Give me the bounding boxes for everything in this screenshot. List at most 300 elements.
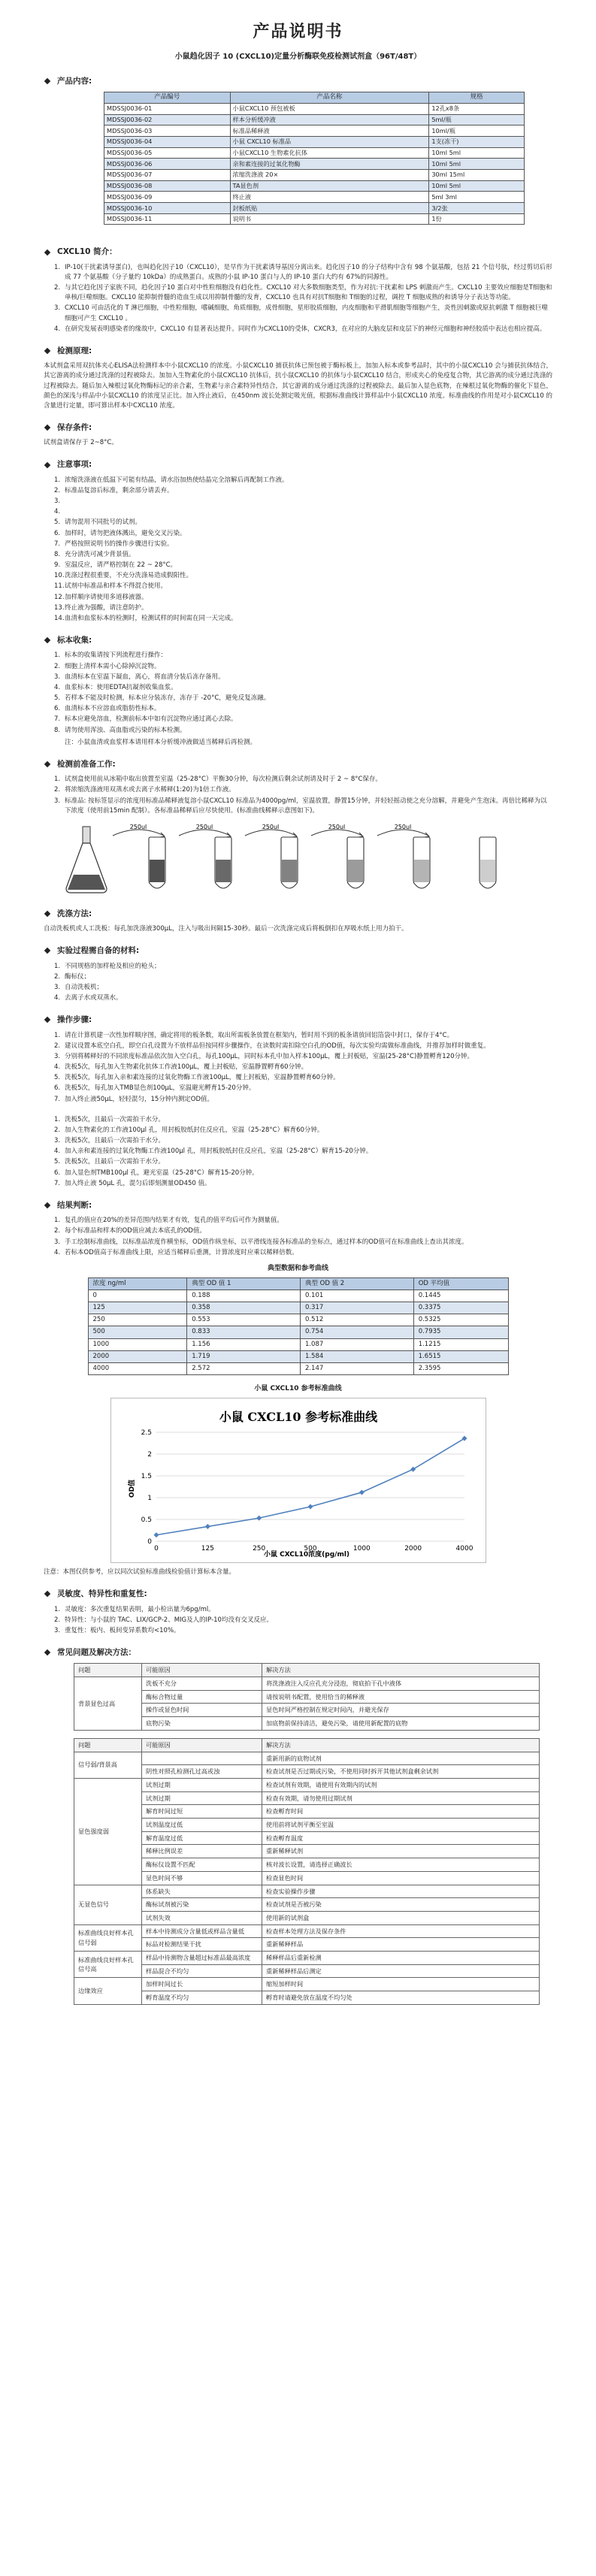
table-cell: 重新稀释样品后测定 <box>262 1964 540 1978</box>
table-cell: 试剂过期 <box>142 1791 262 1805</box>
list-text: 洗板5次，且最后一次需拍干水分。 <box>65 1115 165 1123</box>
table-cell: 1.584 <box>300 1350 413 1362</box>
table-cell: 孵育时请避免放在温度不均匀处 <box>262 1991 540 2005</box>
table-cell: 试剂过期 <box>142 1778 262 1791</box>
table-row <box>74 1911 540 1924</box>
x-tick-label: 125 <box>201 1545 214 1553</box>
table-cell: 显色时间严格控制在规定时间内，并避光保存 <box>262 1704 540 1717</box>
list-number: 5. <box>54 1158 61 1166</box>
table-cell: 0.188 <box>187 1290 301 1302</box>
list-number: 1. <box>54 1605 61 1613</box>
list-item <box>54 561 552 570</box>
list-item <box>54 694 552 703</box>
table-cell: 10ml/瓶 <box>429 125 525 137</box>
table-cell: 酶标合物过量 <box>142 1690 262 1704</box>
table-cell: 检查孵育时间 <box>262 1805 540 1819</box>
bullet-icon <box>44 948 50 954</box>
list-item <box>54 962 552 972</box>
list-text: 血清标本不应溶血或脂肪性标本。 <box>65 705 161 713</box>
list-number: 2. <box>54 972 61 981</box>
list-number: 1. <box>54 652 61 660</box>
table-cell: MDSSJ0036-07 <box>104 169 231 180</box>
contents-header: 产品名称 <box>230 92 429 103</box>
table-cell: 1份 <box>429 213 525 225</box>
section-notes: 注意事项: <box>44 458 552 470</box>
contents-table <box>104 92 525 225</box>
list-number: 6. <box>54 1169 61 1177</box>
list-item <box>54 683 552 693</box>
table-cell: 样品混合不均匀 <box>142 1964 262 1978</box>
table-row <box>88 1290 508 1302</box>
table-cell: 重新用新的底物试剂 <box>262 1752 540 1765</box>
list-number: 3. <box>54 673 61 681</box>
std-header: 浓度 ng/ml <box>88 1277 187 1290</box>
list-item <box>54 785 552 795</box>
list-text: 自动洗板机； <box>65 983 104 991</box>
table-cell: 1支(冻干) <box>429 136 525 147</box>
x-tick-label: 0 <box>153 1545 159 1553</box>
list-number: 5. <box>54 694 61 703</box>
data-point <box>359 1490 364 1495</box>
prep-list <box>54 775 552 816</box>
list-number: 1. <box>54 1115 61 1123</box>
x-tick-label: 500 <box>303 1545 317 1553</box>
table-cell: 稀释样品后重新检测 <box>262 1952 540 1965</box>
section-storage: 保存条件: <box>44 422 552 434</box>
dilution-label: 250ul <box>129 823 147 830</box>
table-cell: 将洗涤液注入反应孔充分浸泡，彻底拍干孔中液体 <box>262 1677 540 1691</box>
table-cell: 检查试剂有效期，请使用有效期内的试剂 <box>262 1778 540 1791</box>
bullet-icon <box>44 1017 50 1023</box>
list-text <box>65 497 552 506</box>
list-item <box>54 507 552 517</box>
list-text: 加入终止液 50μL 孔，混匀后即刻测量OD450 值。 <box>65 1179 211 1187</box>
table-cell: 样本中待测成分含量低或样品含量低 <box>142 1924 262 1938</box>
list-text: 试剂中标准品和样本不得混合使用。 <box>65 582 168 591</box>
contents-header: 产品编号 <box>104 92 231 103</box>
list-number: 3. <box>54 497 61 506</box>
bullet-icon <box>44 1591 50 1597</box>
table-cell: TA显色剂 <box>230 180 429 192</box>
list-item <box>54 486 552 496</box>
table-row <box>74 1805 540 1819</box>
table-row <box>104 180 525 192</box>
list-item <box>54 1226 552 1236</box>
table-cell: 使用新的试剂盒 <box>262 1911 540 1924</box>
dilution-diagram <box>44 822 552 897</box>
table-cell: 小鼠CXCL10 预包被板 <box>230 103 429 114</box>
table-row <box>104 114 525 125</box>
list-text: 终止液为强酸，请注意防护。 <box>65 603 148 612</box>
table-cell: 0.317 <box>300 1302 413 1314</box>
table-cell: 5ml 3ml <box>429 192 525 203</box>
list-text: IP-10(干扰素诱导蛋白)，也叫趋化因子10（CXCL10），是早作为干扰素诱导基因分离出来。趋化因子10 的分子结构中含有 98 个氨基酸，包括 21 个信号肽，经过剪切后形成 77 个氨基酸（分子量约 10kDa）的成熟蛋白。成熟的小鼠 IP-10 蛋白与人的 IP-10 蛋白大约有 67%的同源性。 <box>65 263 552 281</box>
self-prep-list <box>54 962 552 1004</box>
table-cell: MDSSJ0036-01 <box>104 103 231 114</box>
list-text: 加入生物素化的工作液100μl 孔，用封板胶纸封住反应孔，室温（25-28°C）解育60分钟。 <box>65 1126 324 1134</box>
contents-header: 规格 <box>429 92 525 103</box>
table-row <box>74 1752 540 1765</box>
list-item <box>54 325 552 334</box>
table-cell: 样本分析缓冲液 <box>230 114 429 125</box>
list-item <box>54 1031 552 1041</box>
list-number: 7. <box>54 540 61 548</box>
list-text: 洗板5次，且最后一次需拍干水分。 <box>65 1137 165 1145</box>
bullet-icon <box>44 249 50 255</box>
list-number: 4. <box>54 1147 61 1156</box>
list-number: 14. <box>54 614 65 622</box>
faq-header: 可能原因 <box>142 1738 262 1752</box>
table-row <box>104 203 525 214</box>
table-cell: 亲和素连接的过氧化物酶 <box>230 159 429 170</box>
table-cell: 重新稀释样品 <box>262 1938 540 1952</box>
table-row <box>74 1690 540 1704</box>
list-number: 2. <box>54 1126 61 1134</box>
table-row <box>88 1338 508 1350</box>
list-number: 2. <box>54 1616 61 1624</box>
faq-table-a <box>74 1663 540 1731</box>
transfer-arrow <box>245 824 297 837</box>
list-item <box>54 1616 552 1625</box>
list-item <box>54 1147 552 1156</box>
table-row <box>74 1964 540 1978</box>
list-item <box>54 540 552 549</box>
table-row <box>104 103 525 114</box>
list-text: 洗板5次，每孔加入生物素化抗体工作液100μL，覆上封板贴，室温静置孵育60分钟。 <box>65 1063 308 1072</box>
faq-header: 问题 <box>74 1664 142 1677</box>
list-item <box>54 582 552 591</box>
list-text: 灵敏度：多次重复结果表明，最小检出量为6pg/ml。 <box>65 1605 215 1613</box>
table-cell: 终止液 <box>230 192 429 203</box>
table-cell: MDSSJ0036-06 <box>104 159 231 170</box>
bullet-icon <box>44 348 50 354</box>
table-cell: 重新稀释试剂 <box>262 1845 540 1858</box>
list-text: 加样顺序请使用多道移液器。 <box>65 593 148 601</box>
page-title: 产品说明书 <box>253 23 343 41</box>
table-cell: MDSSJ0036-10 <box>104 203 231 214</box>
list-text: 每个标准品和样本的OD值应减去本底孔的OD值。 <box>65 1227 206 1235</box>
list-number: 4. <box>54 325 61 333</box>
table-cell: 2.3595 <box>413 1362 508 1374</box>
list-item <box>54 1063 552 1072</box>
table-cell: 缩短加样时间 <box>262 1978 540 1991</box>
table-cell: 2.147 <box>300 1362 413 1374</box>
principle-text: 本试剂盒采用双抗体夹心ELISA法检测样本中小鼠CXCL10 的浓度。小鼠CXCL10 捕获抗体已预包被于酶标板上，加加入标本或参考品时，其中的小鼠CXCL10 会与捕获抗体结合，其它游离的成分通过洗涤的过程被除去。加加入生物素化的小鼠CXCL10 抗体后，抗小鼠CXCL10 的抗体与小鼠CXCL10 结合，形成夹心的免疫复合物，其它游离的成分通过洗涤的过程被除去。随后加入辣根过氧化物酶标记的亲合素，生物素与亲合素特异性结合，其它游离的成分通过洗涤的过程被除去。最后加入显色底物，在辣根过氧化物酶的催化下显色，颜色的深浅与样品中小鼠CXCL10 的浓度呈正比。加入终止液后，在450nm 波长处测定吸光值，根据标准曲线计算样品中小鼠CXCL10 浓度。标准曲线的作用是对小鼠CXCL10 的含量进行定量，即可算出样本中CXCL10 浓度。 <box>44 362 552 410</box>
table-row <box>74 1831 540 1845</box>
table-row <box>74 1885 540 1898</box>
data-point <box>153 1532 159 1537</box>
table-cell: 封板纸贴 <box>230 203 429 214</box>
list-number: 6. <box>54 705 61 713</box>
dilution-tube <box>215 837 231 888</box>
list-text: 标准品复溶后标准，剩余部分请丢弃。 <box>65 486 174 494</box>
list-item <box>54 972 552 982</box>
table-cell: 显色时间不够 <box>142 1871 262 1885</box>
std-table-title: 典型数据和参考曲线 <box>267 1264 328 1272</box>
chart-xlabel: 小鼠 CXCL10浓度(pg/ml) <box>263 1551 349 1559</box>
table-row <box>74 1791 540 1805</box>
table-row <box>104 136 525 147</box>
table-row <box>88 1326 508 1338</box>
list-item <box>54 1052 552 1062</box>
faq-problem: 无显色信号 <box>74 1885 142 1924</box>
list-item <box>54 1126 552 1135</box>
y-tick-label: 2.5 <box>141 1429 152 1438</box>
list-text: 特异性：与小鼠的 TAC、LIX/GCP-2、MIG及人的IP-10均没有交叉反应。 <box>65 1616 273 1624</box>
list-number: 2. <box>54 284 61 292</box>
section-principle: 检测原理: <box>44 345 552 357</box>
x-tick-label: 250 <box>252 1545 265 1553</box>
list-item <box>54 983 552 993</box>
list-number: 3. <box>54 304 61 313</box>
table-cell: 1.719 <box>187 1350 301 1362</box>
faq-header: 解决方法 <box>262 1738 540 1752</box>
standard-curve-chart <box>110 1398 486 1563</box>
dilution-svg <box>44 822 552 897</box>
chart-svg <box>111 1398 486 1562</box>
table-cell: 250 <box>88 1314 187 1326</box>
list-text: 血清和血浆标本的检测时，检测试样的时间需在同一天完成。 <box>65 614 237 622</box>
list-item <box>54 1248 552 1258</box>
list-item <box>54 726 552 736</box>
list-text: 重复性：板内、板间变异系数均<10%。 <box>65 1626 180 1634</box>
table-cell: 5ml/瓶 <box>429 114 525 125</box>
table-row <box>104 159 525 170</box>
table-cell: 检查有效期，请勿使用过期试剂 <box>262 1791 540 1805</box>
list-number: 3. <box>54 1137 61 1145</box>
list-number: 6. <box>54 1084 61 1093</box>
list-item <box>54 1157 552 1167</box>
table-cell: 0.833 <box>187 1326 301 1338</box>
list-item <box>54 1179 552 1189</box>
table-row <box>74 1952 540 1965</box>
stock-flask <box>66 827 107 893</box>
table-row <box>104 125 525 137</box>
bullet-icon <box>44 1202 50 1208</box>
table-row <box>74 1991 540 2005</box>
table-cell: 0.553 <box>187 1314 301 1326</box>
list-number: 3. <box>54 1052 61 1060</box>
list-text: 请勿使用浑浊、高血脂或污染的标本检测。 <box>65 726 186 734</box>
list-item <box>54 1169 552 1178</box>
list-number: 10. <box>54 572 65 580</box>
table-cell: 试剂温度过低 <box>142 1819 262 1832</box>
table-cell: 1.156 <box>187 1338 301 1350</box>
series-line <box>156 1438 464 1534</box>
table-cell: 样品中待测物含量超过标准品最高浓度 <box>142 1952 262 1965</box>
list-item <box>54 550 552 560</box>
list-number: 8. <box>54 550 61 558</box>
faq-header: 问题 <box>74 1738 142 1752</box>
table-row <box>88 1362 508 1374</box>
table-cell: 酶标试剂被污染 <box>142 1898 262 1912</box>
list-number: 8. <box>54 726 61 734</box>
faq-header: 可能原因 <box>142 1664 262 1677</box>
table-row <box>74 1858 540 1872</box>
section-sensitivity: 灵敏度、特异性和重复性: <box>44 1588 552 1600</box>
list-text: 不同规格的加样枪及相应的枪头； <box>65 962 161 970</box>
wash-text: 自动洗板机或人工洗板：每孔加洗涤液300μL，注入与吸出间隔15-30秒。最后一次洗涤完成后将板倒扣在厚吸水纸上用力拍干。 <box>44 925 408 933</box>
list-text: 加入显色剂TMB100μl 孔，避光室温（25-28°C）解育15-20分钟。 <box>65 1169 259 1177</box>
intro-list <box>54 263 552 334</box>
table-row <box>74 1717 540 1731</box>
list-text: 充分清洗可减少背景值。 <box>65 550 135 558</box>
table-cell: 1.1215 <box>413 1338 508 1350</box>
y-tick-label: 1.5 <box>141 1473 152 1481</box>
list-text: 请勿混用不同批号的试剂。 <box>65 519 142 527</box>
std-header: 典型 OD 值 1 <box>187 1277 301 1290</box>
table-cell: 检查试剂是否过期或污染，不使用同时拆开其他试剂盒剩余试剂 <box>262 1765 540 1779</box>
list-number: 2. <box>54 486 61 494</box>
list-number: 4. <box>54 683 61 691</box>
table-row <box>74 1677 540 1691</box>
bullet-icon <box>44 461 50 467</box>
list-item <box>54 263 552 283</box>
table-cell: 0 <box>88 1290 187 1302</box>
table-cell: MDSSJ0036-03 <box>104 125 231 137</box>
data-point <box>410 1467 416 1472</box>
table-row <box>104 192 525 203</box>
table-cell: MDSSJ0036-11 <box>104 213 231 225</box>
list-item <box>54 614 552 624</box>
table-cell: 检查实验操作步骤 <box>262 1885 540 1898</box>
table-cell: 12孔x8条 <box>429 103 525 114</box>
samples-list <box>54 651 552 735</box>
list-number: 5. <box>54 519 61 527</box>
std-header: 典型 OD 值 2 <box>300 1277 413 1290</box>
list-item <box>54 529 552 539</box>
list-item <box>54 1216 552 1226</box>
table-cell: 标准品稀释液 <box>230 125 429 137</box>
data-point <box>256 1516 262 1521</box>
list-number: 9. <box>54 561 61 570</box>
dilution-label: 250ul <box>262 823 280 830</box>
list-text: 去离子水或双蒸水。 <box>65 994 123 1002</box>
list-item <box>54 1042 552 1051</box>
list-text: 加入亲和素连接的过氧化物酶工作液100μl 孔，用封板胶纸封住反应孔，室温（25-28°C）解育15-20分钟。 <box>65 1147 373 1156</box>
list-number: 1. <box>54 1217 61 1225</box>
table-cell: MDSSJ0036-09 <box>104 192 231 203</box>
results-list <box>54 1216 552 1258</box>
list-number: 3. <box>54 983 61 991</box>
list-item <box>54 304 552 323</box>
list-text: 建议设置本底空白孔，即空白孔设置为不放样品但按同样步骤操作，在读数时需扣除空白孔的OD值，每次实验均需做标准曲线，并推荐加样时做重复。 <box>65 1042 490 1050</box>
table-cell: 请按说明书配置，使用恰当的稀释液 <box>262 1690 540 1704</box>
list-text: 严格按照说明书的操作步骤进行实验。 <box>65 540 174 548</box>
y-tick-label: 0.5 <box>141 1516 152 1525</box>
faq-problem: 显色强度弱 <box>74 1778 142 1885</box>
storage-text: 试剂盒请保存于 2~8°C。 <box>44 439 118 447</box>
faq-table-b <box>74 1738 540 2005</box>
table-cell: 操作或显色时间 <box>142 1704 262 1717</box>
transfer-arrow <box>377 824 429 837</box>
samples-note: 注：小鼠血清或血浆样本请用样本分析缓冲液做适当稀释后再检测。 <box>65 738 257 746</box>
table-cell: 0.3375 <box>413 1302 508 1314</box>
list-number: 3. <box>54 1238 61 1246</box>
standard-table <box>88 1277 509 1375</box>
table-row <box>74 1898 540 1912</box>
std-header: OD 平均值 <box>413 1277 508 1290</box>
list-item <box>54 704 552 714</box>
list-number: 1. <box>54 776 61 784</box>
faq-problem: 标准曲线良好样本孔信号高 <box>74 1952 142 1978</box>
list-item <box>54 1084 552 1093</box>
list-number: 1. <box>54 962 61 970</box>
chart-caption: 小鼠 CXCL10 参考标准曲线 <box>254 1385 342 1393</box>
list-text: 请在计算机建一次性加样顺序图，确定将用的板条数，取出所需板条放置在框架内，暂时用不到的板条请放回铝箔袋中封口，保存于4°C。 <box>65 1031 454 1039</box>
bullet-icon <box>44 1649 50 1655</box>
table-row <box>88 1314 508 1326</box>
section-faq: 常见问题及解决方法： <box>44 1646 552 1658</box>
table-row <box>104 169 525 180</box>
list-item <box>54 283 552 303</box>
table-row <box>74 1978 540 1991</box>
chart-ylabel: OD值 <box>128 1480 136 1498</box>
list-text: 若标本OD值高于标准曲线上限，应适当稀释后重测，计算浓度时应乘以稀释倍数。 <box>65 1248 298 1256</box>
table-cell: 加样时间过长 <box>142 1978 262 1991</box>
list-number: 2. <box>54 1227 61 1235</box>
table-cell: 0.1445 <box>413 1290 508 1302</box>
steps-tail-list <box>54 1115 552 1189</box>
data-point <box>307 1504 313 1510</box>
list-number: 13. <box>54 603 65 612</box>
dilution-tube <box>149 837 165 888</box>
table-cell: 检查试剂是否被污染 <box>262 1898 540 1912</box>
list-number: 7. <box>54 1095 61 1103</box>
section-steps: 操作步骤: <box>44 1014 552 1026</box>
x-tick-label: 1000 <box>352 1545 371 1553</box>
transfer-arrow <box>113 824 165 837</box>
list-text: 标本应避免溶血，检测前标本中如有沉淀物应通过离心去除。 <box>65 715 237 724</box>
table-cell: 0.754 <box>300 1326 413 1338</box>
list-number: 2. <box>54 1042 61 1050</box>
dilution-tube <box>413 837 430 888</box>
list-text: 若样本不能及时检测，标本应分装冻存，冻存于 -20°C，避免反复冻融。 <box>65 694 271 703</box>
table-row <box>104 147 525 159</box>
list-text: 血浆标本：使用EDTA抗凝剂收集血浆。 <box>65 683 177 691</box>
list-item <box>54 1238 552 1247</box>
dilution-tube <box>480 837 496 888</box>
faq-problem: 标准曲线良好样本孔信号弱 <box>74 1924 142 1951</box>
faq-problem: 边缘效应 <box>74 1978 142 2004</box>
chart-note: 注意：本图仅供参考，应以同次试验标准曲线检验值计算标本含量。 <box>44 1568 236 1577</box>
faq-header: 解决方法 <box>262 1664 540 1677</box>
table-cell: 0.512 <box>300 1314 413 1326</box>
list-text: 浓缩洗涤液在低温下可能有结晶，请水浴加热使结晶完全溶解后再配制工作液。 <box>65 476 289 484</box>
table-cell: 0.358 <box>187 1302 301 1314</box>
table-cell: 洗板不充分 <box>142 1677 262 1691</box>
table-cell: MDSSJ0036-05 <box>104 147 231 159</box>
table-cell: 浓缩洗涤液 20× <box>230 169 429 180</box>
list-number: 1. <box>54 476 61 484</box>
list-text: CXCL10 可由活化的 T 淋巴细胞，中性粒细胞，嗜碱细胞，角质细胞，成骨细胞，星形胶质细胞，内皮细胞和平滑肌细胞等细胞产生，炎性因刺激或原抗刺激 T 细胞被巨噬细胞可产生 CXCL10 。 <box>65 304 549 322</box>
x-tick-label: 4000 <box>455 1545 473 1553</box>
list-text: 加入终止液50μL，轻轻混匀，15分钟内测定OD值。 <box>65 1095 214 1103</box>
table-cell: 说明书 <box>230 213 429 225</box>
list-text: 洗板5次，且最后一次需拍干水分。 <box>65 1158 165 1166</box>
list-text: 血清标本在室温下凝血，离心，将血清分装后冻存备用。 <box>65 673 225 681</box>
list-item <box>54 497 552 506</box>
list-number: 5. <box>54 1074 61 1082</box>
list-number: 4. <box>54 1063 61 1072</box>
list-number: 6. <box>54 529 61 537</box>
list-item <box>54 1136 552 1146</box>
list-text: 分别将稀释好的不同浓度标准品依次加入空白孔，每孔100μL，同时标本孔中加入样本100μL，覆上封板贴，室温(25-28°C)静置孵育120分钟。 <box>65 1052 473 1060</box>
table-cell: 阴性对照孔检测孔过高或浊 <box>142 1765 262 1779</box>
list-item <box>54 775 552 785</box>
faq-problem: 背景显色过高 <box>74 1677 142 1731</box>
table-cell: 稀释比例误差 <box>142 1845 262 1858</box>
